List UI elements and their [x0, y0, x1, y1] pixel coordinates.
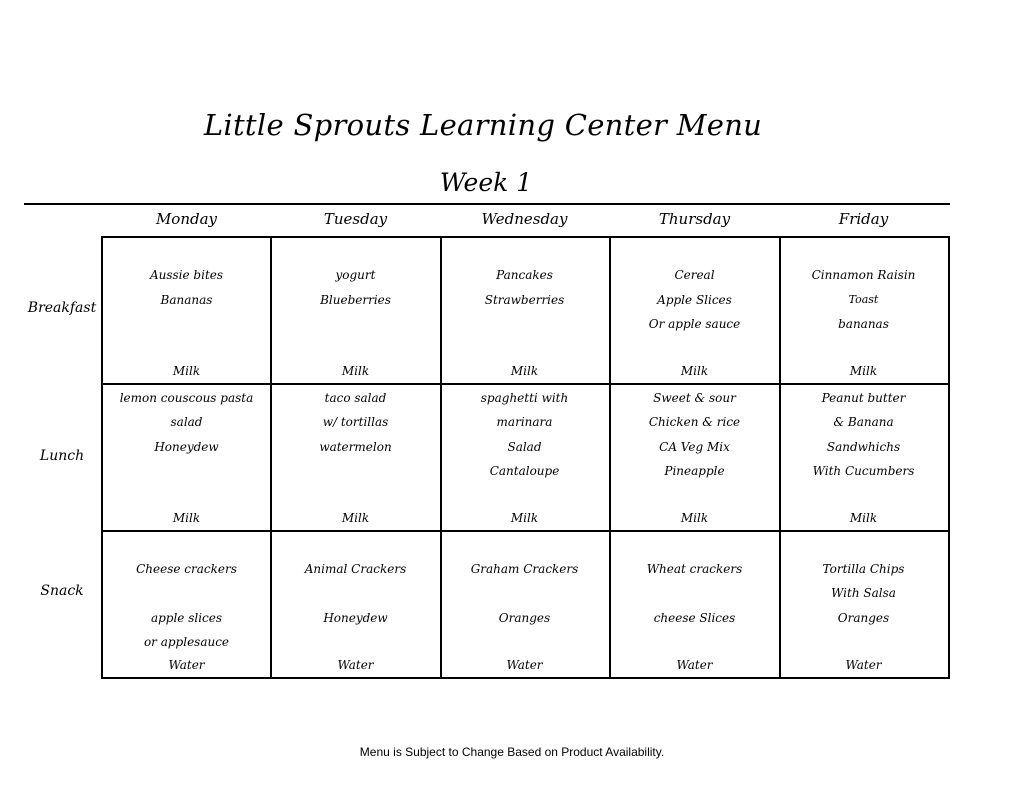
menu-item: Aussie bites	[149, 268, 224, 282]
menu-cell-lunch-thursday	[610, 384, 779, 530]
header-rule	[24, 203, 950, 205]
menu-item: Animal Crackers	[304, 562, 407, 576]
row-label-breakfast: Breakfast	[27, 300, 97, 316]
menu-cell-breakfast-thursday	[610, 237, 779, 383]
menu-item: Honeydew	[154, 440, 219, 454]
menu-cell-lunch-monday	[102, 384, 271, 530]
menu-item: Pancakes	[496, 268, 553, 282]
menu-item: Cheese crackers	[136, 562, 237, 576]
menu-item: lemon couscous pasta	[119, 391, 254, 405]
menu-drink: Milk	[341, 364, 370, 378]
menu-drink: Water	[676, 658, 713, 672]
menu-item: watermelon	[319, 440, 392, 454]
menu-item: Cinnamon Raisin	[811, 268, 916, 282]
menu-drink: Milk	[849, 364, 878, 378]
menu-item: Sweet & sour	[653, 391, 736, 405]
menu-item: Or apple sauce	[648, 317, 741, 331]
menu-item: w/ tortillas	[322, 415, 389, 429]
menu-item: Graham Crackers	[470, 562, 579, 576]
menu-drink: Milk	[849, 511, 878, 525]
menu-drink: Milk	[510, 511, 539, 525]
menu-item: Apple Slices	[657, 293, 732, 307]
menu-drink: Water	[506, 658, 543, 672]
menu-drink: Milk	[341, 511, 370, 525]
menu-cell-lunch-friday	[779, 384, 948, 530]
menu-cell-snack-monday	[102, 531, 271, 678]
menu-drink: Milk	[172, 364, 201, 378]
menu-item: Tortilla Chips	[822, 562, 905, 576]
day-header-friday: Friday	[838, 210, 889, 228]
week-label: Week 1	[439, 168, 533, 197]
menu-drink: Water	[337, 658, 374, 672]
menu-cell-breakfast-friday	[779, 237, 948, 383]
menu-item: & Banana	[833, 415, 894, 429]
menu-cell-breakfast-tuesday	[271, 237, 440, 383]
menu-item: Strawberries	[484, 293, 565, 307]
menu-item: Chicken & rice	[648, 415, 741, 429]
menu-item: cheese Slices	[653, 611, 736, 625]
menu-cell-snack-tuesday	[271, 531, 440, 678]
menu-item: spaghetti with	[480, 391, 569, 405]
menu-item: or applesauce	[143, 635, 230, 649]
menu-item: Honeydew	[323, 611, 388, 625]
footer-note: Menu is Subject to Change Based on Product Availability.	[359, 745, 665, 759]
menu-drink: Milk	[172, 511, 201, 525]
menu-item: Cereal	[674, 268, 715, 282]
menu-item: With Salsa	[831, 586, 896, 600]
menu-item: Wheat crackers	[646, 562, 743, 576]
menu-item: taco salad	[324, 391, 387, 405]
menu-item: Sandwhichs	[826, 440, 901, 454]
menu-drink: Water	[168, 658, 205, 672]
menu-drink: Milk	[680, 511, 709, 525]
menu-item: Bananas	[160, 293, 213, 307]
row-label-snack: Snack	[40, 583, 84, 599]
menu-cell-snack-thursday	[610, 531, 779, 678]
menu-item: CA Veg Mix	[659, 440, 730, 454]
menu-item: salad	[170, 415, 203, 429]
menu-item: Toast	[848, 293, 879, 306]
menu-drink: Water	[845, 658, 882, 672]
day-header-wednesday: Wednesday	[481, 210, 568, 228]
day-header-tuesday: Tuesday	[323, 210, 388, 228]
menu-item: With Cucumbers	[812, 464, 915, 478]
menu-item: Salad	[507, 440, 542, 454]
menu-cell-lunch-tuesday	[271, 384, 440, 530]
menu-cell-lunch-wednesday	[440, 384, 609, 530]
menu-item: Blueberries	[320, 293, 391, 307]
menu-cell-snack-friday	[779, 531, 948, 678]
menu-title: Little Sprouts Learning Center Menu	[203, 108, 763, 142]
menu-cell-breakfast-monday	[102, 237, 271, 383]
day-header-thursday: Thursday	[658, 210, 731, 228]
menu-cell-breakfast-wednesday	[440, 237, 609, 383]
menu-item: Oranges	[837, 611, 890, 625]
menu-item: bananas	[838, 317, 889, 331]
menu-item: yogurt	[335, 268, 376, 282]
menu-item: Peanut butter	[821, 391, 906, 405]
menu-item: Cantaloupe	[489, 464, 560, 478]
menu-item: apple slices	[150, 611, 223, 625]
menu-drink: Milk	[680, 364, 709, 378]
menu-item: Pineapple	[664, 464, 725, 478]
menu-item: Oranges	[498, 611, 551, 625]
day-header-monday: Monday	[155, 210, 218, 228]
menu-cell-snack-wednesday	[440, 531, 609, 678]
menu-item: marinara	[496, 415, 553, 429]
menu-drink: Milk	[510, 364, 539, 378]
row-label-lunch: Lunch	[39, 448, 85, 464]
